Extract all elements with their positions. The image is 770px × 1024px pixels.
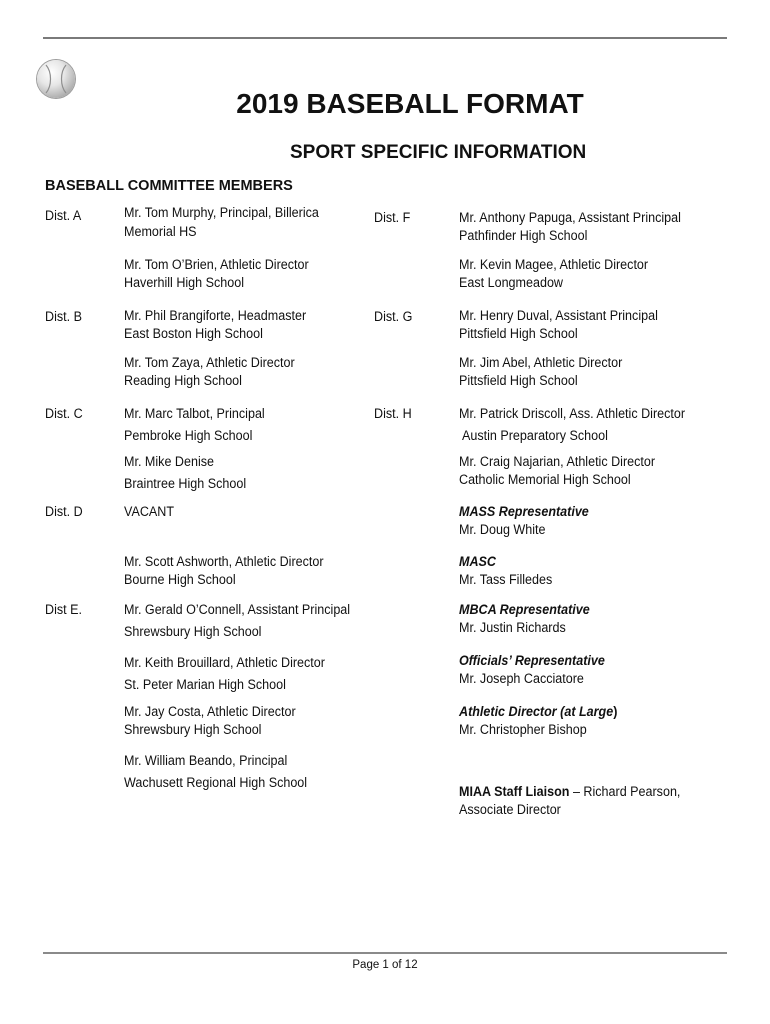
district-label-h: Dist. H [374, 406, 412, 421]
member-b1-line2: East Boston High School [124, 326, 263, 341]
member-g2-line1: Mr. Jim Abel, Athletic Director [459, 355, 623, 370]
member-h1-line2: Austin Preparatory School [462, 428, 608, 443]
member-g1-line1: Mr. Henry Duval, Assistant Principal [459, 308, 658, 323]
member-f1-line1: Mr. Anthony Papuga, Assistant Principal [459, 210, 681, 225]
member-c1-line2: Pembroke High School [124, 428, 253, 443]
page-subtitle: SPORT SPECIFIC INFORMATION [290, 142, 587, 163]
member-e2-line1: Mr. Keith Brouillard, Athletic Director [124, 655, 325, 670]
district-label-a: Dist. A [45, 208, 82, 223]
mbca-rep-role: MBCA Representative [459, 602, 590, 617]
member-d1: VACANT [124, 504, 175, 519]
member-h2-line2: Catholic Memorial High School [459, 472, 631, 487]
member-c2-line1: Mr. Mike Denise [124, 454, 215, 469]
member-d2-line1: Mr. Scott Ashworth, Athletic Director [124, 554, 324, 569]
member-h2-line1: Mr. Craig Najarian, Athletic Director [459, 454, 656, 469]
member-f2-line1: Mr. Kevin Magee, Athletic Director [459, 257, 649, 272]
district-label-c: Dist. C [45, 406, 83, 421]
masc-name: Mr. Tass Filledes [459, 572, 553, 587]
member-c2-line2: Braintree High School [124, 476, 247, 491]
member-b2-line1: Mr. Tom Zaya, Athletic Director [124, 355, 295, 370]
member-d2-line2: Bourne High School [124, 572, 236, 587]
staff-liaison-title: Associate Director [459, 802, 561, 817]
ad-at-large-role-close: ) [613, 704, 618, 719]
member-e4-line1: Mr. William Beando, Principal [124, 753, 288, 768]
district-label-f: Dist. F [374, 210, 411, 225]
member-e3-line1: Mr. Jay Costa, Athletic Director [124, 704, 296, 719]
district-label-g: Dist. G [374, 309, 413, 324]
member-e4-line2: Wachusett Regional High School [124, 775, 308, 790]
staff-liaison-line1 [459, 783, 680, 801]
member-e2-line2: St. Peter Marian High School [124, 677, 286, 692]
page-number: Page 1 of 12 [352, 959, 418, 971]
member-g1-line2: Pittsfield High School [459, 326, 578, 341]
bottom-rule [43, 952, 727, 954]
member-c1-line1: Mr. Marc Talbot, Principal [124, 406, 265, 421]
ad-at-large-role-text: Athletic Director (at Large [459, 704, 614, 719]
masc-role: MASC [459, 554, 496, 569]
member-a1-line1: Mr. Tom Murphy, Principal, Billerica [124, 205, 319, 220]
member-e1-line2: Shrewsbury High School [124, 624, 262, 639]
member-b2-line2: Reading High School [124, 373, 242, 388]
staff-liaison-name: – Richard Pearson, [569, 784, 681, 799]
top-rule [43, 37, 727, 39]
district-label-e: Dist E. [45, 602, 82, 617]
ad-at-large-role [459, 703, 617, 721]
member-e3-line2: Shrewsbury High School [124, 722, 262, 737]
staff-liaison-role: MIAA Staff Liaison [459, 784, 570, 799]
section-heading: BASEBALL COMMITTEE MEMBERS [45, 178, 293, 194]
member-a2-line1: Mr. Tom O’Brien, Athletic Director [124, 257, 309, 272]
member-h1-line1: Mr. Patrick Driscoll, Ass. Athletic Director [459, 406, 686, 421]
member-a1-line2: Memorial HS [124, 224, 197, 239]
member-f2-line2: East Longmeadow [459, 275, 564, 290]
mass-rep-name: Mr. Doug White [459, 522, 546, 537]
officials-rep-name: Mr. Joseph Cacciatore [459, 671, 584, 686]
page-title: 2019 BASEBALL FORMAT [236, 88, 584, 119]
member-a2-line2: Haverhill High School [124, 275, 245, 290]
member-b1-line1: Mr. Phil Brangiforte, Headmaster [124, 308, 307, 323]
mbca-rep-name: Mr. Justin Richards [459, 620, 566, 635]
ad-at-large-name: Mr. Christopher Bishop [459, 722, 587, 737]
district-label-b: Dist. B [45, 309, 82, 324]
district-label-d: Dist. D [45, 504, 83, 519]
officials-rep-role: Officials’ Representative [459, 653, 605, 668]
member-g2-line2: Pittsfield High School [459, 373, 578, 388]
member-f1-line2: Pathfinder High School [459, 228, 588, 243]
mass-rep-role: MASS Representative [459, 504, 589, 519]
member-e1-line1: Mr. Gerald O’Connell, Assistant Principal [124, 602, 351, 617]
